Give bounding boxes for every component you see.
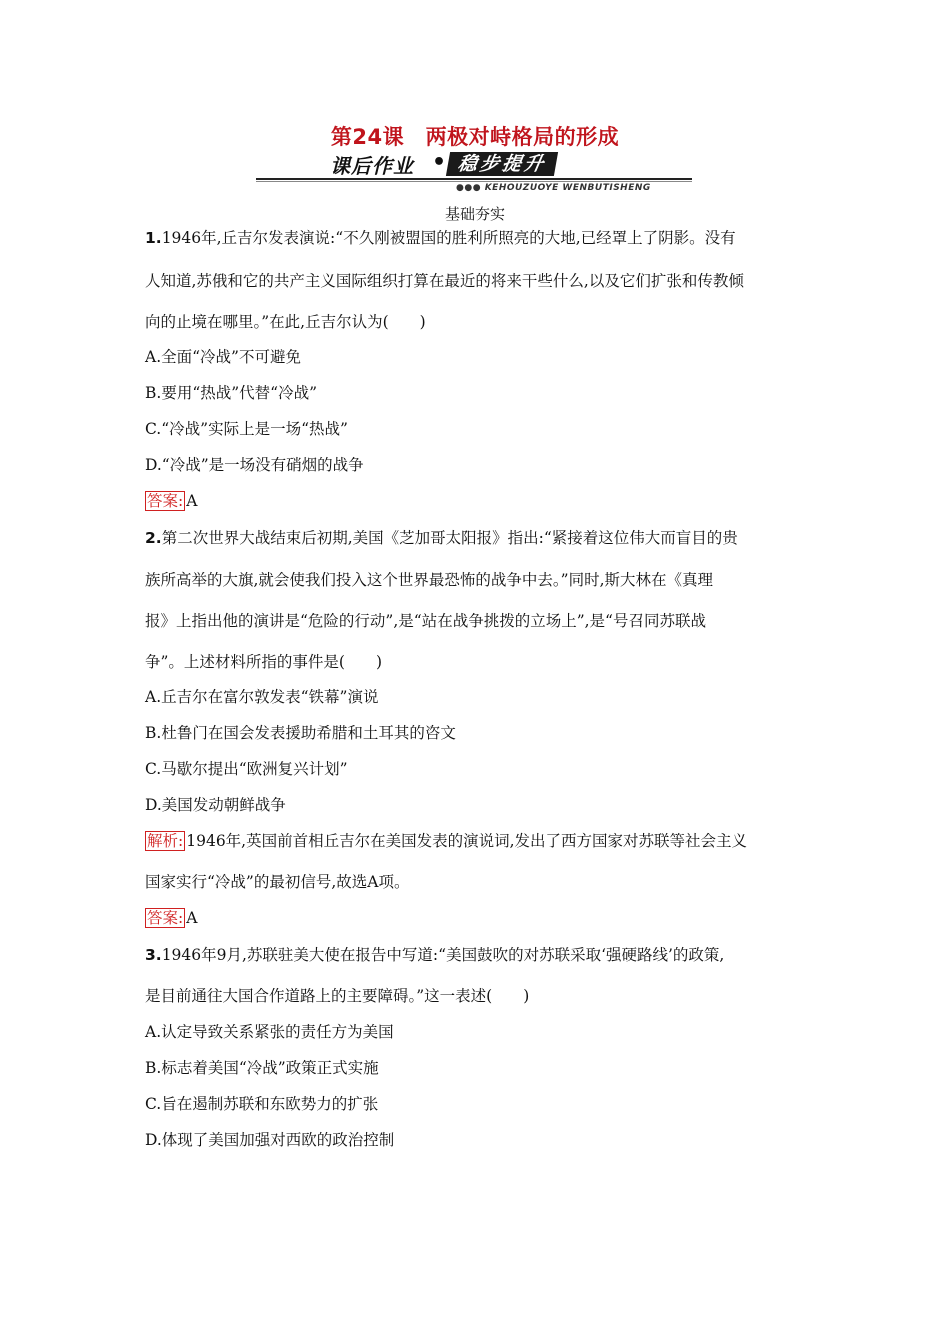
q2-option-d: D.美国发动朝鲜战争 xyxy=(145,796,286,814)
q2-analysis-1 xyxy=(145,829,747,851)
q3-text-1: 1946年9月,苏联驻美大使在报告中写道:“美国鼓吹的对苏联采取‘强硬路线’的政策, xyxy=(161,946,725,964)
answer-label: 答案: xyxy=(147,909,184,927)
q3-line-1 xyxy=(145,943,724,965)
q2-option-c: C.马歇尔提出“欧洲复兴计划” xyxy=(145,760,348,778)
q3-number: 3. xyxy=(145,946,162,964)
analysis-text-1: 1946年,英国前首相丘吉尔在美国发表的演说词,发出了西方国家对苏联等社会主义 xyxy=(186,832,748,850)
q2-number: 2. xyxy=(145,529,162,547)
q3-option-c: C.旨在遏制苏联和东欧势力的扩张 xyxy=(145,1095,379,1113)
lesson-title: 第24课 两极对峙格局的形成 xyxy=(330,125,620,149)
answer-label: 答案: xyxy=(147,492,184,510)
q1-option-b: B.要用“热战”代替“冷战” xyxy=(145,384,318,402)
q1-number: 1. xyxy=(145,229,162,247)
q1-line-1 xyxy=(145,226,736,248)
q2-line-1 xyxy=(145,526,738,548)
q1-line-3: 向的止境在哪里。”在此,丘吉尔认为( ) xyxy=(145,313,426,331)
banner-dot: • xyxy=(432,150,447,175)
section-title: 基础夯实 xyxy=(444,205,505,223)
q3-option-d: D.体现了美国加强对西欧的政治控制 xyxy=(145,1131,395,1149)
q2-option-b: B.杜鲁门在国会发表援助希腊和土耳其的咨文 xyxy=(145,724,456,742)
answer-value: A xyxy=(186,492,198,510)
banner-box: 稳步提升 xyxy=(446,152,558,176)
q2-line-3: 报》上指出他的演讲是“危险的行动”,是“站在战争挑拨的立场上”,是“号召同苏联战 xyxy=(145,612,706,630)
q2-line-4: 争”。上述材料所指的事件是( ) xyxy=(145,653,383,671)
q1-answer xyxy=(145,489,197,511)
q3-line-2: 是目前通往大国合作道路上的主要障碍。”这一表述( ) xyxy=(145,987,530,1005)
q1-option-c: C.“冷战”实际上是一场“热战” xyxy=(145,420,348,438)
banner-rule xyxy=(256,178,692,180)
q2-analysis-2: 国家实行“冷战”的最初信号,故选A项。 xyxy=(145,873,410,891)
banner-text: 课后作业 xyxy=(330,154,414,178)
banner-rule-thin xyxy=(256,181,692,182)
q2-option-a: A.丘吉尔在富尔敦发表“铁幕”演说 xyxy=(145,688,379,706)
q2-text-1: 第二次世界大战结束后初期,美国《芝加哥太阳报》指出:“紧接着这位伟大而盲目的贵 xyxy=(161,529,738,547)
q2-line-2: 族所高举的大旗,就会使我们投入这个世界最恐怖的战争中去。”同时,斯大林在《真理 xyxy=(145,571,714,589)
q2-answer xyxy=(145,906,197,928)
q1-text-1: 1946年,丘吉尔发表演说:“不久刚被盟国的胜利所照亮的大地,已经罩上了阴影。没有 xyxy=(161,229,736,247)
analysis-label: 解析: xyxy=(147,832,184,850)
q1-line-2: 人知道,苏俄和它的共产主义国际组织打算在最近的将来干些什么,以及它们扩张和传教倾 xyxy=(145,272,744,290)
q3-option-a: A.认定导致关系紧张的责任方为美国 xyxy=(145,1023,394,1041)
answer-value: A xyxy=(186,909,198,927)
q1-option-d: D.“冷战”是一场没有硝烟的战争 xyxy=(145,456,364,474)
q3-option-b: B.标志着美国“冷战”政策正式实施 xyxy=(145,1059,379,1077)
banner-subtitle: ●●● KEHOUZUOYE WENBUTISHENG xyxy=(456,183,651,193)
q1-option-a: A.全面“冷战”不可避免 xyxy=(145,348,301,366)
homework-banner xyxy=(256,150,692,196)
